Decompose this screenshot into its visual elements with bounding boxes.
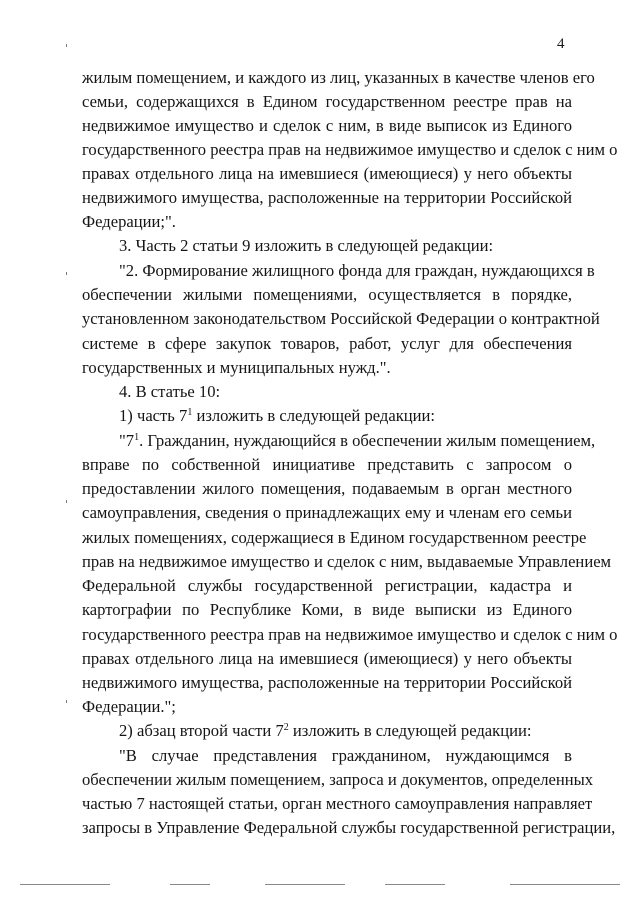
text-line: Федерации."; (82, 697, 176, 716)
superscript: 1 (187, 407, 193, 418)
text-line: предоставлении жилого помещения, подаваемым в орган местного (82, 479, 572, 498)
text-line: жилым помещением, и каждого из лиц, указанных в качестве членов его (82, 68, 595, 87)
text-span: "7 (119, 431, 135, 450)
text-line: обеспечении жилым помещением, запроса и документов, определенных (82, 770, 594, 789)
text-line: картографии по Республике Коми, в виде выписки из Единого (82, 600, 572, 619)
section-heading: 4. В статье 10: (119, 382, 221, 401)
text-line: недвижимого имущества, расположенные на территории Российской (82, 188, 572, 207)
text-line: семьи, содержащихся в Едином государственном реестре прав на (82, 92, 572, 111)
superscript: 2 (283, 722, 289, 733)
scan-mark (66, 44, 67, 47)
text-line: запросы в Управление Федеральной службы государственной регистрации, (82, 818, 616, 837)
text-line (119, 721, 572, 741)
scan-dash (510, 884, 620, 885)
superscript: 1 (134, 432, 140, 443)
scan-mark (66, 500, 67, 503)
page-number: 4 (557, 36, 565, 52)
text-line (119, 406, 572, 426)
text-line: установленном законодательством Российской Федерации о контрактной (82, 309, 600, 328)
text-line: самоуправления, сведения о принадлежащих ему и членам его семьи (82, 503, 572, 522)
scan-dash (20, 884, 110, 885)
text-line: "2. Формирование жилищного фонда для граждан, нуждающихся в (119, 261, 595, 280)
text-line: государственного реестра прав на недвижимое имущество и сделок с ним о (82, 625, 618, 644)
text-span: 2) абзац второй части 7 (119, 721, 284, 740)
text-line: недвижимого имущества, расположенные на территории Российской (82, 673, 572, 692)
scan-dash (170, 884, 210, 885)
scan-dash (265, 884, 345, 885)
text-line: государственных и муниципальных нужд.". (82, 358, 391, 377)
text-line: государственного реестра прав на недвижимое имущество и сделок с ним о (82, 140, 618, 159)
scan-mark (66, 272, 67, 275)
text-line: Федерации;". (82, 212, 176, 231)
text-line: обеспечении жилыми помещениями, осуществляется в порядке, (82, 285, 572, 304)
text-span: 1) часть 7 (119, 406, 188, 425)
text-line: Федеральной службы государственной регистрации, кадастра и (82, 576, 572, 595)
scan-dash (385, 884, 445, 885)
text-line: "В случае представления гражданином, нуждающимся в (119, 746, 572, 765)
text-line: недвижимое имущество и сделок с ним, в виде выписок из Единого (82, 116, 572, 135)
text-line: системе в сфере закупок товаров, работ, услуг для обеспечения (82, 334, 572, 353)
section-heading: 3. Часть 2 статьи 9 изложить в следующей редакции: (119, 236, 494, 255)
text-line: частью 7 настоящей статьи, орган местного самоуправления направляет (82, 794, 593, 813)
text-span: изложить в следующей редакции: (288, 721, 532, 740)
text-line (119, 431, 596, 451)
text-line: прав на недвижимое имущество и сделок с ним, выдаваемые Управлением (82, 552, 612, 571)
text-span: изложить в следующей редакции: (192, 406, 436, 425)
text-line: правах отдельного лица на имевшиеся (имеющиеся) у него объекты (82, 649, 572, 668)
text-span: . Гражданин, нуждающийся в обеспечении жилым помещением, (139, 431, 596, 450)
text-line: жилых помещениях, содержащиеся в Едином государственном реестре (82, 528, 587, 547)
text-line: вправе по собственной инициативе представить с запросом о (82, 455, 572, 474)
text-line: правах отдельного лица на имевшиеся (имеющиеся) у него объекты (82, 164, 572, 183)
scan-mark (66, 700, 67, 703)
